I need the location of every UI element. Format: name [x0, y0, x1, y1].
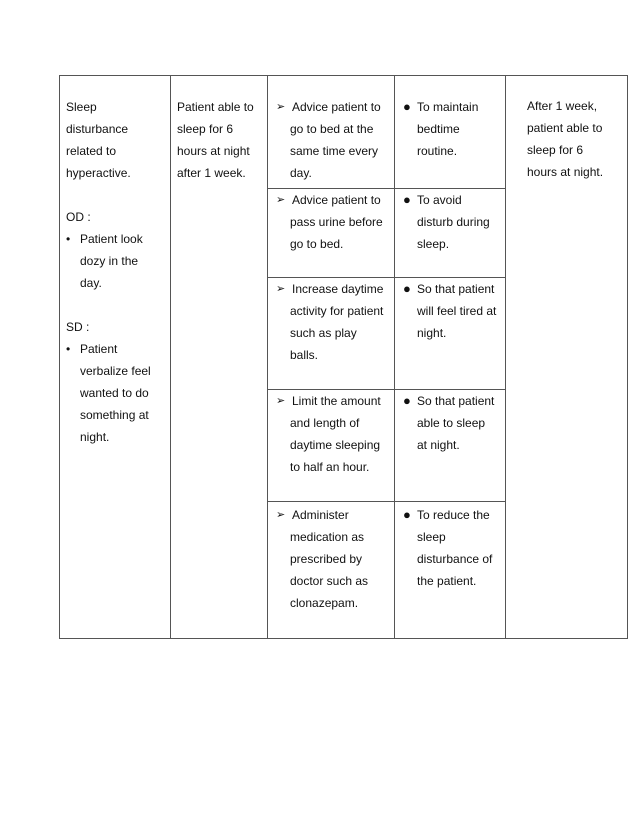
evaluation-line: sleep for 6 [527, 143, 584, 157]
evaluation-line: hours at night. [527, 165, 604, 179]
intervention-cell-5: ➢ Administer medication as prescribed by doctor such as clonazepam. [268, 502, 395, 639]
arrow-bullet-icon: ➢ [276, 194, 286, 206]
arrow-bullet-icon: ➢ [276, 283, 286, 296]
rationale-cell-1: ● To maintain bedtime routine. [395, 76, 506, 189]
evaluation-cell [506, 76, 628, 639]
bullet-icon: • [66, 232, 71, 246]
intervention-cell-3: ➢ Increase daytime activity for patient such as play balls. [268, 278, 395, 390]
od-item: • Patient look [66, 228, 166, 250]
objective-line: sleep for 6 [177, 122, 234, 136]
arrow-bullet-icon: ➢ [276, 509, 286, 522]
intervention-cell-1: ➢ Advice patient to go to bed at the same time every day. [268, 76, 395, 189]
diagnosis-line: Sleep [66, 100, 97, 114]
diagnosis-line: hyperactive. [66, 166, 131, 180]
sd-item: • Patient [66, 338, 166, 360]
od-label: OD : [66, 210, 91, 224]
rationale-cell-3: ● So that patient will feel tired at night. [395, 278, 506, 390]
objective-line: hours at night [177, 144, 250, 158]
evaluation-line: After 1 week, [527, 99, 598, 113]
arrow-bullet-icon: ➢ [276, 395, 286, 408]
dot-bullet-icon: ● [403, 281, 411, 297]
diagnosis-cell: Sleep disturbance related to hyperactive. OD : • Patient look dozy in the day. SD : • Patient verbalize feel wanted to do something at night. [60, 76, 171, 639]
dot-bullet-icon: ● [403, 192, 411, 207]
diagnosis-line: disturbance [66, 122, 129, 136]
intervention-cell-2: ➢ Advice patient to pass urine before go to bed. [268, 189, 395, 278]
intervention-cell-4: ➢ Limit the amount and length of daytime sleeping to half an hour. [268, 390, 395, 502]
rationale-cell-2: ● To avoid disturb during sleep. [395, 189, 506, 278]
dot-bullet-icon: ● [403, 507, 411, 523]
arrow-bullet-icon: ➢ [276, 101, 286, 113]
objective-line: Patient able to [177, 100, 254, 114]
objective-line: after 1 week. [177, 166, 246, 180]
evaluation-line: patient able to [527, 121, 603, 135]
dot-bullet-icon: ● [403, 99, 411, 114]
diagnosis-line: related to [66, 144, 117, 158]
dot-bullet-icon: ● [403, 393, 411, 409]
care-plan-table [59, 75, 628, 639]
bullet-icon: • [66, 342, 71, 356]
rationale-cell-4: ● So that patient able to sleep at night. [395, 390, 506, 502]
sd-label: SD : [66, 320, 90, 334]
objective-cell [171, 76, 268, 639]
rationale-cell-5: ● To reduce the sleep disturbance of the patient. [395, 502, 506, 639]
